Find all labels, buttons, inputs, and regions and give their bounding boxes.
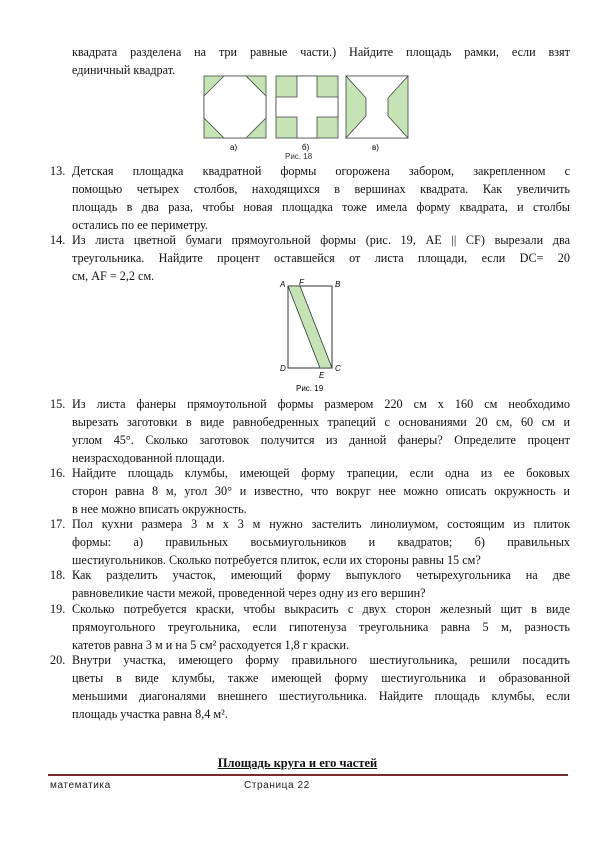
problem-13-line: площадь в два раза, чтобы новая площадка тоже имела форму квадрата, и столбы <box>72 200 570 214</box>
problem-18-line: равновеликие части межой, проведенной через одну из его вершин? <box>72 586 426 600</box>
figure-18 <box>200 74 410 154</box>
footer-rule <box>48 774 568 776</box>
figure-19-caption: Рис. 19 <box>296 384 324 393</box>
problem-18-line: Как разделить участок, имеющий форму выпуклого четырехугольника на две <box>72 568 570 582</box>
footer-page-number: Страница 22 <box>244 780 310 791</box>
problem-16-line: Найдите площадь клумбы, имеющей форму трапеции, если одна из ее боковых <box>72 466 570 480</box>
problem-15-line: неизрасходованной площади. <box>72 451 225 465</box>
problem-13-number: 13. <box>50 164 66 178</box>
problem-15-line: углом 45°. Сколько заготовок получится из данной фанеры? Определите процент <box>72 433 570 447</box>
problem-13-line: Детская площадка квадратной формы огорожена забором, закрепленном с <box>72 164 570 178</box>
problem-17-line: формы: а) правильных восьмиугольников и квадратов; б) правильных <box>72 535 570 549</box>
problem-13-line: остались по ее периметру. <box>72 218 208 232</box>
figure-18b <box>276 76 338 138</box>
intro-line-2: единичный квадрат. <box>72 63 176 77</box>
figure-18-svg <box>200 74 410 154</box>
problem-16-line: в нее можно вписать окружность. <box>72 502 247 516</box>
problem-16-line: сторон равна 8 м, угол 30° и известно, что вокруг нее можно описать окружность и <box>72 484 570 498</box>
vertex-a-label: A <box>280 280 286 289</box>
problem-19-line: прямоугольного треугольника, если гипотенуза треугольника равна 5 м, разность <box>72 620 570 634</box>
figure-18-caption: Рис. 18 <box>285 152 313 161</box>
vertex-b-label: B <box>335 280 341 289</box>
footer-subject: математика <box>50 780 111 791</box>
vertex-f-label: F <box>299 278 304 287</box>
problem-20-number: 20. <box>50 653 66 667</box>
figure-18c <box>346 76 408 138</box>
problem-15-line: вырезать заготовки в виде равнобедренных трапеций с основаниями 20 см, 60 см и <box>72 415 570 429</box>
problem-14-line: Из листа цветной бумаги прямоугольной формы (рис. 19, AE || CF) вырезали два <box>72 233 570 247</box>
problem-20-line: Внутри участка, имеющего форму правильного шестиугольника, решили посадить <box>72 653 570 667</box>
problem-19-line: Сколько потребуется краски, чтобы выкрасить с двух сторон железный щит в виде <box>72 602 570 616</box>
problem-14-line: см, AF = 2,2 см. <box>72 269 155 283</box>
problem-15-number: 15. <box>50 397 66 411</box>
problem-20-line: меньшими диагоналями внешнего шестиугольника. Найдите площадь клумбы, если <box>72 689 570 703</box>
problem-16-number: 16. <box>50 466 66 480</box>
problem-17-line: шестиугольников. Сколько потребуется плиток, если их стороны равны 15 см? <box>72 553 481 567</box>
problem-15-line: Из листа фанеры прямоутольной формы размером 220 см x 160 см необходимо <box>72 397 570 411</box>
figure-18c-label: в) <box>372 143 379 152</box>
figure-18a-label: а) <box>230 143 238 152</box>
intro-line-1: квадрата разделена на три равные части.) Найдите площадь рамки, если взят <box>72 45 570 59</box>
vertex-c-label: C <box>335 364 341 373</box>
problem-20-line: цветы в виде клумбы, также имеющей форму шестиугольника и образованной <box>72 671 570 685</box>
problem-20-line: площадь участка равна 8,4 м². <box>72 707 228 721</box>
section-title: Площадь круга и его частей <box>217 756 378 770</box>
problem-19-line: катетов равна 3 м и на 5 см² расходуется 1,8 г краски. <box>72 638 350 652</box>
problem-18-number: 18. <box>50 568 66 582</box>
problem-13-line: помощью четырех столбов, находящихся в вершинах квадрата. Как увеличить <box>72 182 570 196</box>
problem-17-number: 17. <box>50 517 66 531</box>
figure-18b-label: б) <box>302 143 310 152</box>
figure-19-strip <box>288 286 332 368</box>
vertex-e-label: E <box>319 371 325 380</box>
problem-17-line: Пол кухни размера 3 м x 3 м нужно застелить линолиумом, состоящим из плиток <box>72 517 570 531</box>
figure-19-svg <box>276 278 346 394</box>
problem-14-number: 14. <box>50 233 66 247</box>
problem-14-line: треугольника. Найдите процент оставшейся от листа площади, если DC= 20 <box>72 251 570 265</box>
figure-19 <box>276 278 346 394</box>
figure-18a <box>204 76 266 138</box>
problem-19-number: 19. <box>50 602 66 616</box>
vertex-d-label: D <box>280 364 286 373</box>
